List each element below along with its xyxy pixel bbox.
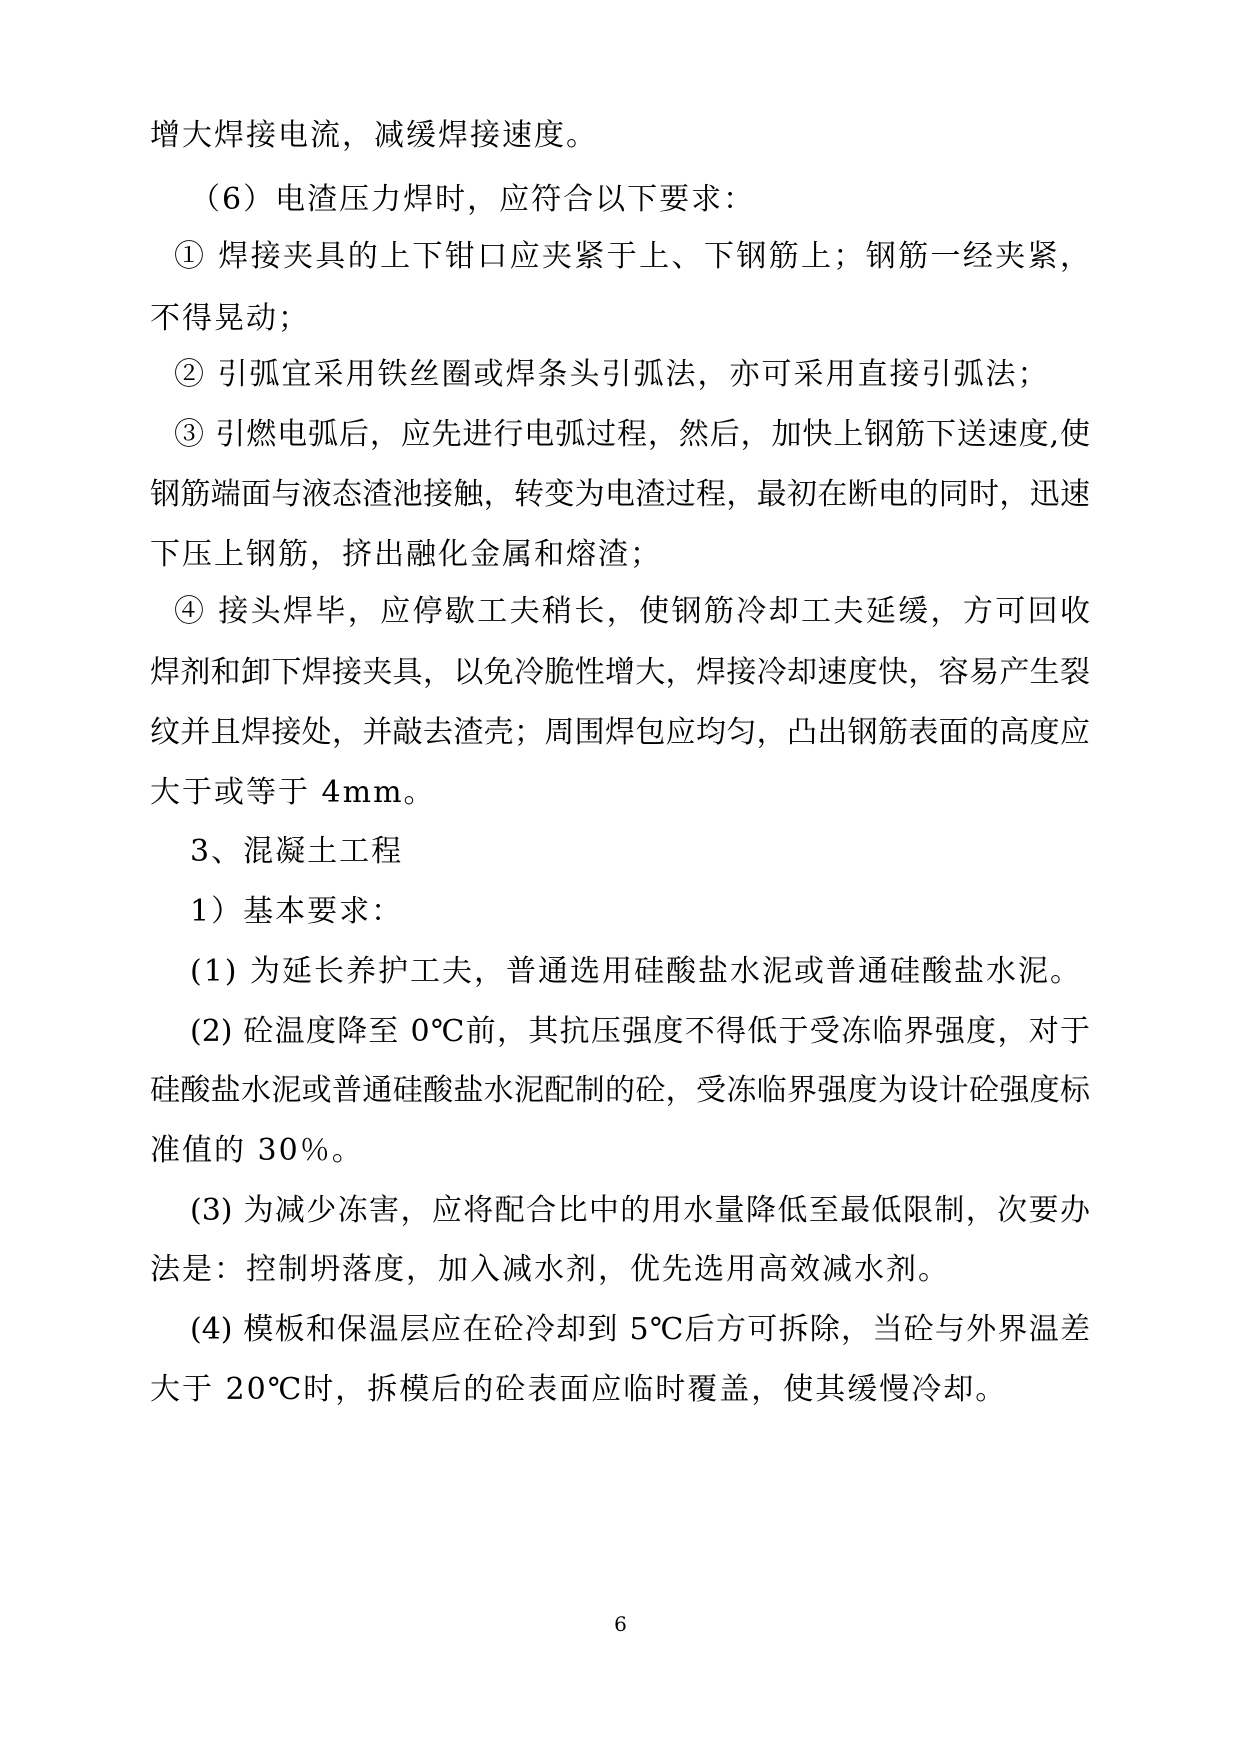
text-line: 纹并且焊接处，并敲去渣壳；周围焊包应均匀，凸出钢筋表面的高度应 [150,715,1090,750]
text-line: 大于 20℃时，拆模后的砼表面应临时覆盖，使其缓慢冷却。 [150,1372,1008,1407]
list-item: (3) 为减少冻害，应将配合比中的用水量降低至最低限制，次要办 [190,1193,1090,1228]
text-line: 焊剂和卸下焊接夹具，以免冷脆性增大，焊接冷却速度快，容易产生裂 [150,655,1090,690]
text-line: 下压上钢筋，挤出融化金属和熔渣； [150,537,662,572]
list-item: ① 焊接夹具的上下钳口应夹紧于上、下钢筋上；钢筋一经夹紧， [174,239,1090,274]
text-line: 大于或等于 4mm。 [150,775,436,810]
text-line: 硅酸盐水泥或普通硅酸盐水泥配制的砼，受冻临界强度为设计砼强度标 [150,1073,1090,1108]
text-line: 增大焊接电流，减缓焊接速度。 [150,118,598,153]
section-heading: （6）电渣压力焊时，应符合以下要求： [190,182,756,217]
section-heading: 3、混凝土工程 [190,834,404,869]
list-item: ③ 引燃电弧后，应先进行电弧过程，然后，加快上钢筋下送速度,使 [174,417,1090,452]
list-item: (1) 为延长养护工夫，普通选用硅酸盐水泥或普通硅酸盐水泥。 [190,954,1083,989]
subsection-heading: 1）基本要求： [190,894,404,929]
text-line: 钢筋端面与液态渣池接触，转变为电渣过程，最初在断电的同时，迅速 [150,477,1090,512]
page-number: 6 [614,1612,627,1636]
text-line: 准值的 30％。 [150,1133,364,1168]
list-item: (4) 模板和保温层应在砼冷却到 5℃后方可拆除，当砼与外界温差 [190,1312,1090,1347]
list-item: ④ 接头焊毕，应停歇工夫稍长，使钢筋冷却工夫延缓，方可回收 [174,594,1090,629]
text-line: 不得晃动； [150,301,310,336]
list-item: (2) 砼温度降至 0℃前，其抗压强度不得低于受冻临界强度，对于 [190,1014,1090,1049]
text-line: 法是：控制坍落度，加入减水剂，优先选用高效减水剂。 [150,1252,950,1287]
list-item: ② 引弧宜采用铁丝圈或焊条头引弧法，亦可采用直接引弧法； [174,357,1050,392]
